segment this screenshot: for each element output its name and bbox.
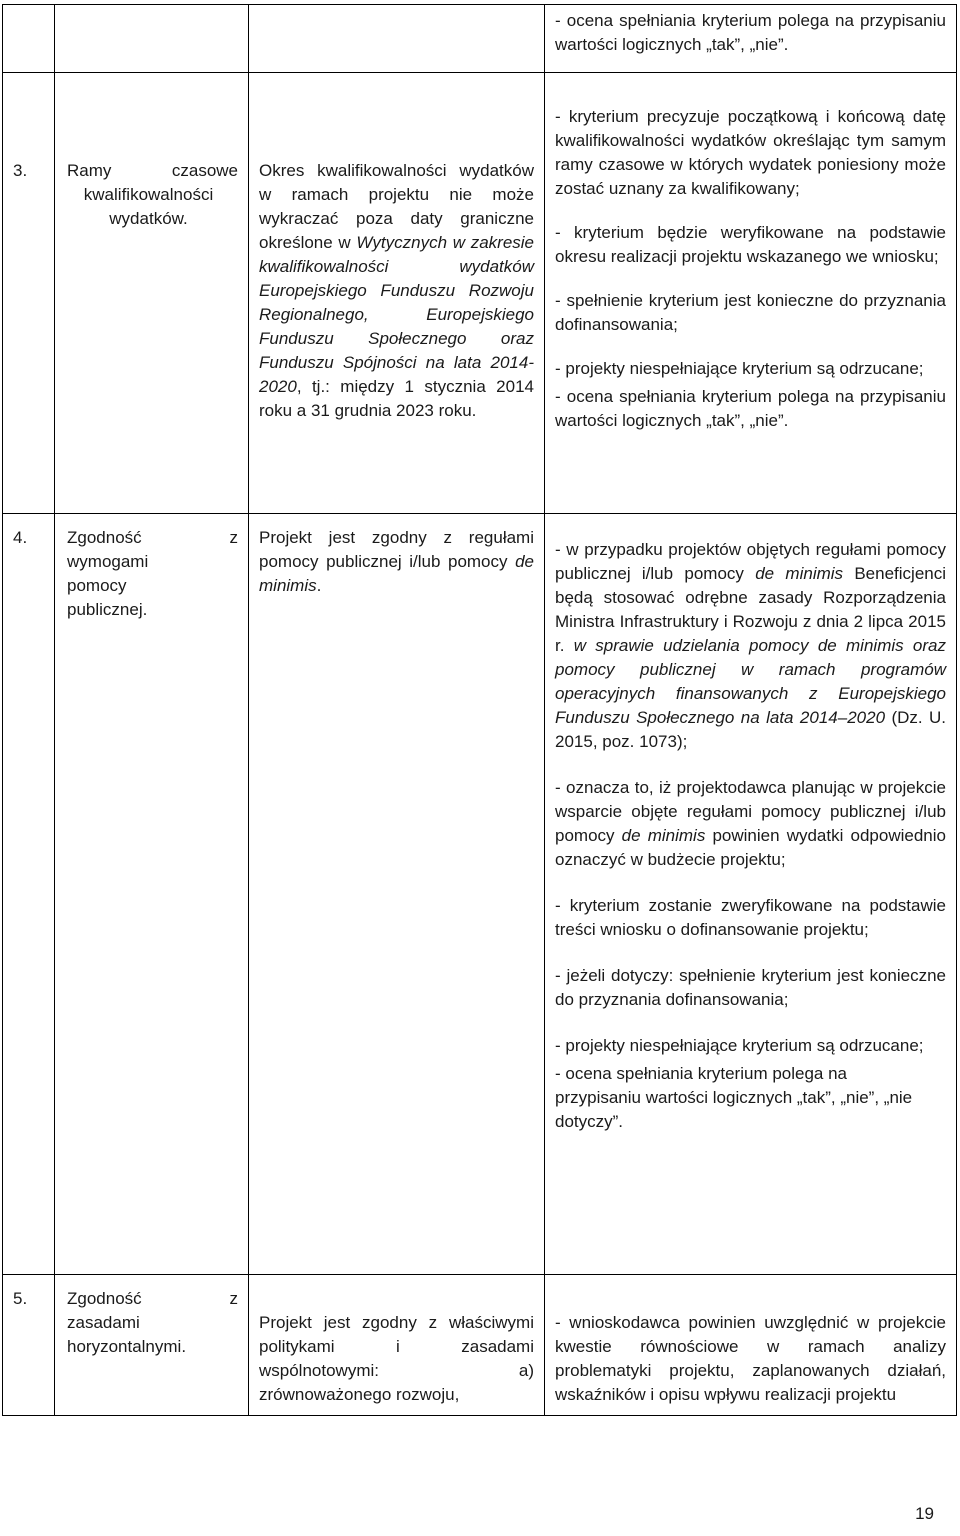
row-number: 5.	[13, 1289, 28, 1308]
description-item: - ocena spełniania kryterium polega na przypisaniu wartości logicznych „tak”, „nie”, „nie dotyczy”.	[555, 1064, 913, 1131]
table-row	[3, 5, 957, 73]
row-number: 4.	[13, 528, 28, 547]
criterion-description-cell	[545, 73, 957, 514]
row-number: 3.	[13, 161, 28, 180]
description-item: - oznacza to, iż projektodawca planując w projekcie wsparcie objęte regułami pomocy publicznej i/lub pomocy de minimis powinien wydatki odpowiednio oznaczyć w budżecie projektu;	[555, 778, 946, 869]
number-cell	[3, 5, 55, 73]
description-item: - projekty niespełniające kryterium są odrzucane;	[555, 1036, 924, 1055]
description-item: - projekty niespełniające kryterium są odrzucane;	[555, 359, 924, 378]
criterion-name: kwalifikowalności wydatków.	[83, 185, 214, 228]
description-item: - ocena spełniania kryterium polega na przypisaniu wartości logicznych „tak”, „nie”.	[555, 11, 946, 54]
number-cell	[3, 73, 55, 514]
criterion-name-cell	[55, 5, 249, 73]
description-item: - w przypadku projektów objętych regułami pomocy publicznej i/lub pomocy de minimis Beneficjenci będą stosować odrębne zasady Rozporządzenia Ministra Infrastruktury i Rozwoju z dnia 2 lipca 2015 r. w sprawie udzielania pomocy de minimis oraz pomocy publicznej w ramach programów operacyjnych finansowanych z Europejskiego Funduszu Społecznego na lata 2014–2020 (Dz. U. 2015, poz. 1073);	[555, 540, 947, 751]
table-row	[3, 1275, 957, 1416]
description-item: - kryterium zostanie zweryfikowane na podstawie treści wniosku o dofinansowanie projektu;	[555, 896, 946, 939]
description-item: - wnioskodawca powinien uwzględnić w projekcie kwestie równościowe w ramach analizy problematyki projektu, zaplanowanych działań, wskaźników i opisu wpływu realizacji projektu	[555, 1313, 946, 1404]
description-item: - ocena spełniania kryterium polega na przypisaniu wartości logicznych „tak”, „nie”.	[555, 387, 946, 430]
description-item: - jeżeli dotyczy: spełnienie kryterium jest konieczne do przyznania dofinansowania;	[555, 966, 946, 1009]
criterion-name-cell	[55, 1275, 249, 1416]
criterion-definition-cell	[249, 5, 545, 73]
page-number: 19	[915, 1504, 934, 1523]
criterion-definition: Okres kwalifikowalności wydatków w ramach projektu nie może wykraczać poza daty graniczne określone w Wytycznych w zakresie kwalifikowalności wydatków Europejskiego Funduszu Rozwoju Regionalnego, Europejskiego Funduszu Społecznego oraz Funduszu Spójności na lata 2014-2020, tj.: między 1 stycznia 2014 roku a 31 grudnia 2023 roku.	[259, 161, 535, 420]
criterion-name-first-line: Ramy czasowe	[67, 161, 238, 180]
criterion-definition-cell	[249, 1275, 545, 1416]
criterion-definition-cell	[249, 514, 545, 1275]
number-cell	[3, 1275, 55, 1416]
criterion-definition: Projekt jest zgodny z właściwymi politykami i zasadami wspólnotowymi: a) zrównoważonego rozwoju,	[259, 1313, 534, 1404]
criterion-description-cell	[545, 514, 957, 1275]
table-row	[3, 73, 957, 514]
criteria-table	[2, 4, 957, 1416]
table-row	[3, 514, 957, 1275]
criterion-name-first-line: Zgodność z	[67, 528, 238, 547]
criterion-name-cell	[55, 73, 249, 514]
criterion-name: zasadami horyzontalnymi.	[67, 1313, 187, 1356]
description-item: - kryterium będzie weryfikowane na podstawie okresu realizacji projektu wskazanego we wniosku;	[555, 223, 946, 266]
criterion-name-cell	[55, 514, 249, 1275]
number-cell	[3, 514, 55, 1275]
criterion-name: wymogami pomocy publicznej.	[67, 552, 149, 619]
criterion-name-first-line: Zgodność z	[67, 1289, 238, 1308]
description-item: - kryterium precyzuje początkową i końcową datę kwalifikowalności wydatków określając tym samym ramy czasowe w których wydatek poniesiony może zostać uznany za kwalifikowany;	[555, 107, 946, 198]
criterion-definition: Projekt jest zgodny z regułami pomocy publicznej i/lub pomocy de minimis.	[259, 528, 534, 595]
criterion-definition-cell	[249, 73, 545, 514]
criterion-description-cell	[545, 1275, 957, 1416]
description-item: - spełnienie kryterium jest konieczne do przyznania dofinansowania;	[555, 291, 946, 334]
criterion-description-cell	[545, 5, 957, 73]
